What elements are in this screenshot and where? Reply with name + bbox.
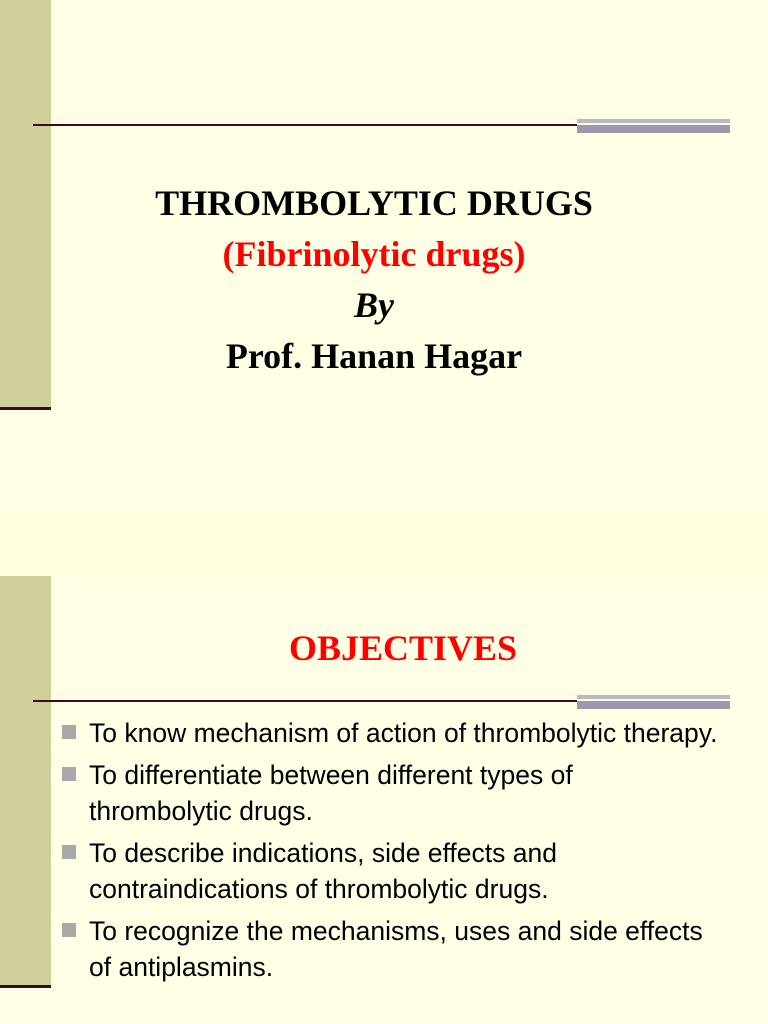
slide-title-text: THROMBOLYTIC DRUGS [155,183,593,223]
list-item [60,757,720,829]
objectives-heading: OBJECTIVES [288,628,518,668]
slide-objectives [0,576,768,1024]
square-bullet-icon [62,725,76,739]
side-bar [0,576,51,988]
by-line: By [354,285,394,325]
title-block [51,178,697,382]
header-rule [33,124,577,126]
list-item [60,715,720,751]
header-rule-accent [577,119,730,133]
square-bullet-icon [62,767,76,781]
list-item-text: To recognize the mechanisms, uses and side effects of antiplasmins. [89,916,703,982]
author-name: Prof. Hanan Hagar [225,336,523,376]
list-item-text: To describe indications, side effects and contraindications of thrombolytic drugs. [89,838,557,904]
list-item-text: To differentiate between different types of thrombolytic drugs. [89,760,573,826]
square-bullet-icon [62,923,76,937]
list-item [60,835,720,907]
header-rule [33,700,577,702]
header-rule-accent [577,695,730,709]
list-item-text: To know mechanism of action of thrombolytic therapy. [89,718,718,748]
slide-subtitle: (Fibrinolytic drugs) [222,234,526,274]
list-item [60,913,720,985]
objectives-list [60,715,720,991]
square-bullet-icon [62,845,76,859]
side-bar [0,0,51,410]
